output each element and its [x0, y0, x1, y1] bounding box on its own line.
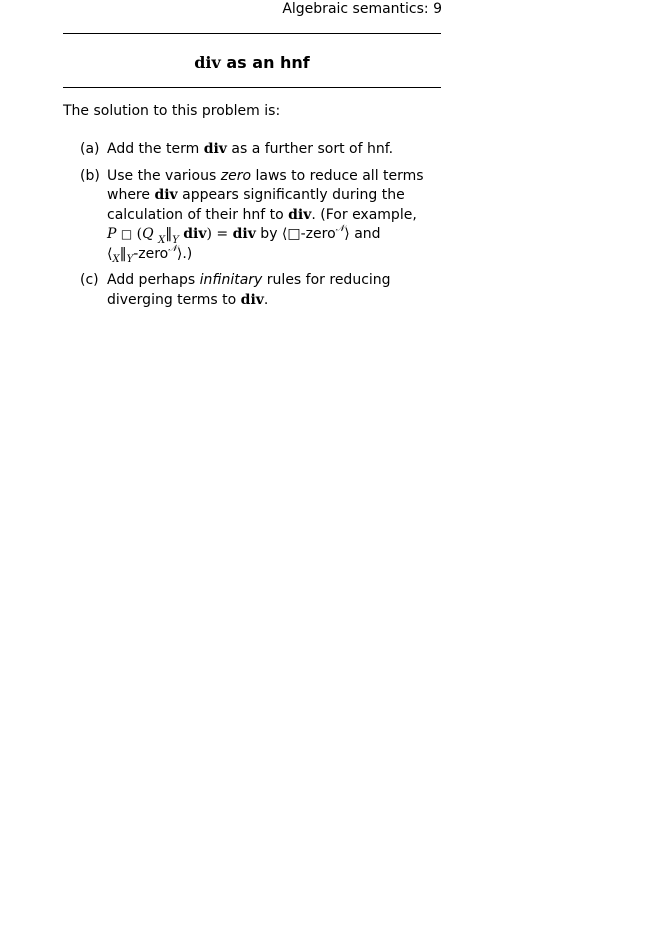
top-rule	[63, 33, 441, 34]
item-text: Use the various	[107, 167, 221, 184]
list-item-c	[63, 271, 443, 310]
bottom-rule	[63, 87, 441, 88]
title-div-term: div	[194, 53, 221, 72]
math-Q: Q	[142, 226, 154, 242]
item-marker: (b)	[80, 167, 100, 184]
math-N: 𝒩	[335, 224, 345, 235]
math-P: P	[107, 226, 117, 242]
item-marker: (a)	[80, 141, 100, 157]
math-text: ) =	[206, 226, 233, 242]
item-text: ⟩.)	[176, 245, 193, 262]
list-item-b	[63, 167, 443, 265]
infinitary-emph: infinitary	[199, 272, 263, 288]
item-marker: (c)	[80, 272, 99, 288]
solution-list	[63, 140, 443, 317]
running-header: Algebraic semantics: 9	[282, 1, 442, 17]
math-N: 𝒩	[168, 243, 177, 254]
title-rest: as an hnf	[226, 53, 310, 72]
item-text: as a further sort of hnf.	[226, 141, 394, 157]
item-text: Add the term	[107, 141, 204, 157]
math-Y: Y	[126, 254, 134, 266]
item-text: laws to reduce all terms where	[107, 167, 424, 203]
div-term: div	[240, 291, 264, 308]
math-X: X	[158, 234, 166, 246]
box-operator: □	[120, 227, 133, 241]
div-term: div	[232, 226, 256, 242]
math-X: X	[112, 254, 120, 266]
item-text: rules for reducing diverging terms to	[107, 272, 391, 308]
math-Y: Y	[172, 234, 179, 246]
item-text: .	[263, 291, 269, 308]
math-text: (	[132, 226, 143, 242]
item-text: . (For example,	[311, 206, 417, 223]
list-item-a	[63, 140, 443, 160]
law-name: -zero	[133, 245, 169, 262]
item-text: by ⟨	[255, 226, 288, 242]
item-text: Add perhaps	[107, 272, 200, 288]
div-term: div	[288, 206, 312, 223]
law-name: □-zero	[287, 226, 336, 242]
item-text: ⟩ and	[344, 226, 381, 242]
item-text: appears significantly during the calculation of their hnf to	[107, 187, 405, 223]
parallel-operator: ‖	[119, 245, 127, 262]
div-term: div	[203, 141, 227, 157]
slide-title	[63, 53, 441, 73]
div-term: div	[183, 226, 207, 242]
parallel-operator: ‖	[165, 226, 173, 242]
item-text: ⟨	[107, 245, 113, 262]
intro-text: The solution to this problem is:	[63, 103, 281, 119]
div-term: div	[154, 187, 178, 203]
zero-emph: zero	[220, 167, 252, 184]
